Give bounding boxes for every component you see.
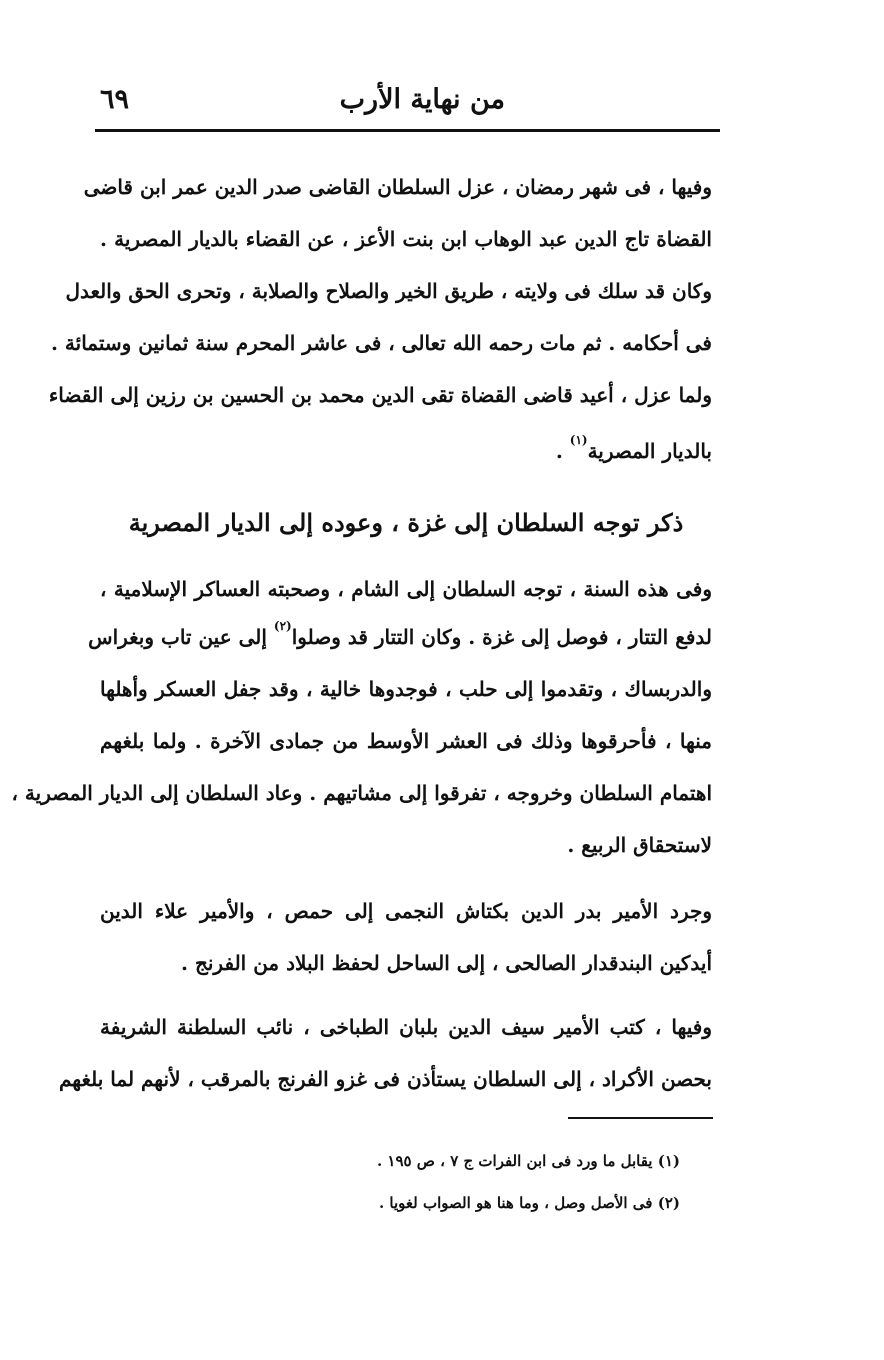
paragraph-5-line-2: بحصن الأكراد ، إلى السلطان يستأذن فى غزو الفرنج بالمرقب ، لأنهم لما بلغهم: [58, 1067, 712, 1091]
paragraph-3-line-2-word: وصلوا: [291, 625, 341, 649]
paragraph-2-line-1: ولما عزل ، أعيد قاضى القضاة تقى الدين محمد بن الحسين بن رزين إلى القضاء: [48, 383, 712, 407]
paragraph-1-line-4: فى أحكامه . ثم مات رحمه الله تعالى ، فى عاشر المحرم سنة ثمانين وستمائة .: [51, 331, 712, 355]
paragraph-2-line-2: [100, 433, 712, 468]
paragraph-1-line-1: وفيها ، فى شهر رمضان ، عزل السلطان القاضى صدر الدين عمر ابن قاضى: [83, 175, 712, 199]
paragraph-2-last-text: بالديار المصرية: [587, 439, 712, 463]
paragraph-3-line-5: اهتمام السلطان وخروجه ، تفرقوا إلى مشاتيهم . وعاد السلطان إلى الديار المصرية ،: [11, 781, 712, 805]
paragraph-3-line-4: منها ، فأحرقوها وذلك فى العشر الأوسط من جمادى الآخرة . ولما بلغهم: [100, 729, 712, 753]
section-heading: ذكر توجه السلطان إلى غزة ، وعوده إلى الديار المصرية: [128, 508, 684, 537]
footnote-ref-1: (١): [569, 433, 588, 447]
paragraph-4-line-1: وجرد الأمير بدر الدين بكتاش النجمى إلى حمص ، والأمير علاء الدين: [100, 899, 712, 923]
paragraph-5-line-1: وفيها ، كتب الأمير سيف الدين بلبان الطباخى ، نائب السلطنة الشريفة: [100, 1015, 712, 1039]
header-rule: [95, 129, 720, 132]
footnote-rule: [568, 1117, 713, 1119]
footnote-ref-2: (٢): [273, 619, 292, 633]
paragraph-3-line-3: والدربساك ، وتقدموا إلى حلب ، فوجدوها خالية ، وقد جفل العسكر وأهلها: [100, 677, 712, 701]
running-title: من نهاية الأرب: [339, 84, 505, 115]
paragraph-3-line-2: [88, 619, 712, 654]
paragraph-2-last-end: .: [555, 439, 570, 463]
paragraph-3-line-6: لاستحقاق الربيع .: [567, 833, 712, 857]
footnote-2-marker: (٢): [657, 1194, 680, 1212]
footnote-1: [320, 1150, 680, 1172]
paragraph-4-line-2: أيدكين البندقدار الصالحى ، إلى الساحل لحفظ البلاد من الفرنج .: [181, 951, 712, 975]
paragraph-3-line-1: وفى هذه السنة ، توجه السلطان إلى الشام ، وصحبته العساكر الإسلامية ،: [100, 577, 712, 601]
page-header: [95, 80, 720, 120]
paragraph-1-line-2: القضاة تاج الدين عبد الوهاب ابن بنت الأعز ، عن القضاء بالديار المصرية .: [100, 227, 712, 251]
footnote-2-text: فى الأصل وصل ، وما هنا هو الصواب لغويا .: [378, 1194, 653, 1212]
page-number: ٦٩: [100, 84, 130, 115]
paragraph-3-line-2-after: إلى عين تاب وبغراس: [88, 625, 274, 649]
footnote-2: [320, 1192, 680, 1214]
footnote-1-marker: (١): [657, 1152, 680, 1170]
paragraph-3-line-2-before: لدفع التتار ، فوصل إلى غزة . وكان التتار قد: [340, 625, 712, 649]
footnote-1-text: يقابل ما ورد فى ابن الفرات ج ٧ ، ص ١٩٥ .: [376, 1152, 653, 1170]
paragraph-1-line-3: وكان قد سلك فى ولايته ، طريق الخير والصلاح والصلابة ، وتحرى الحق والعدل: [65, 279, 712, 303]
